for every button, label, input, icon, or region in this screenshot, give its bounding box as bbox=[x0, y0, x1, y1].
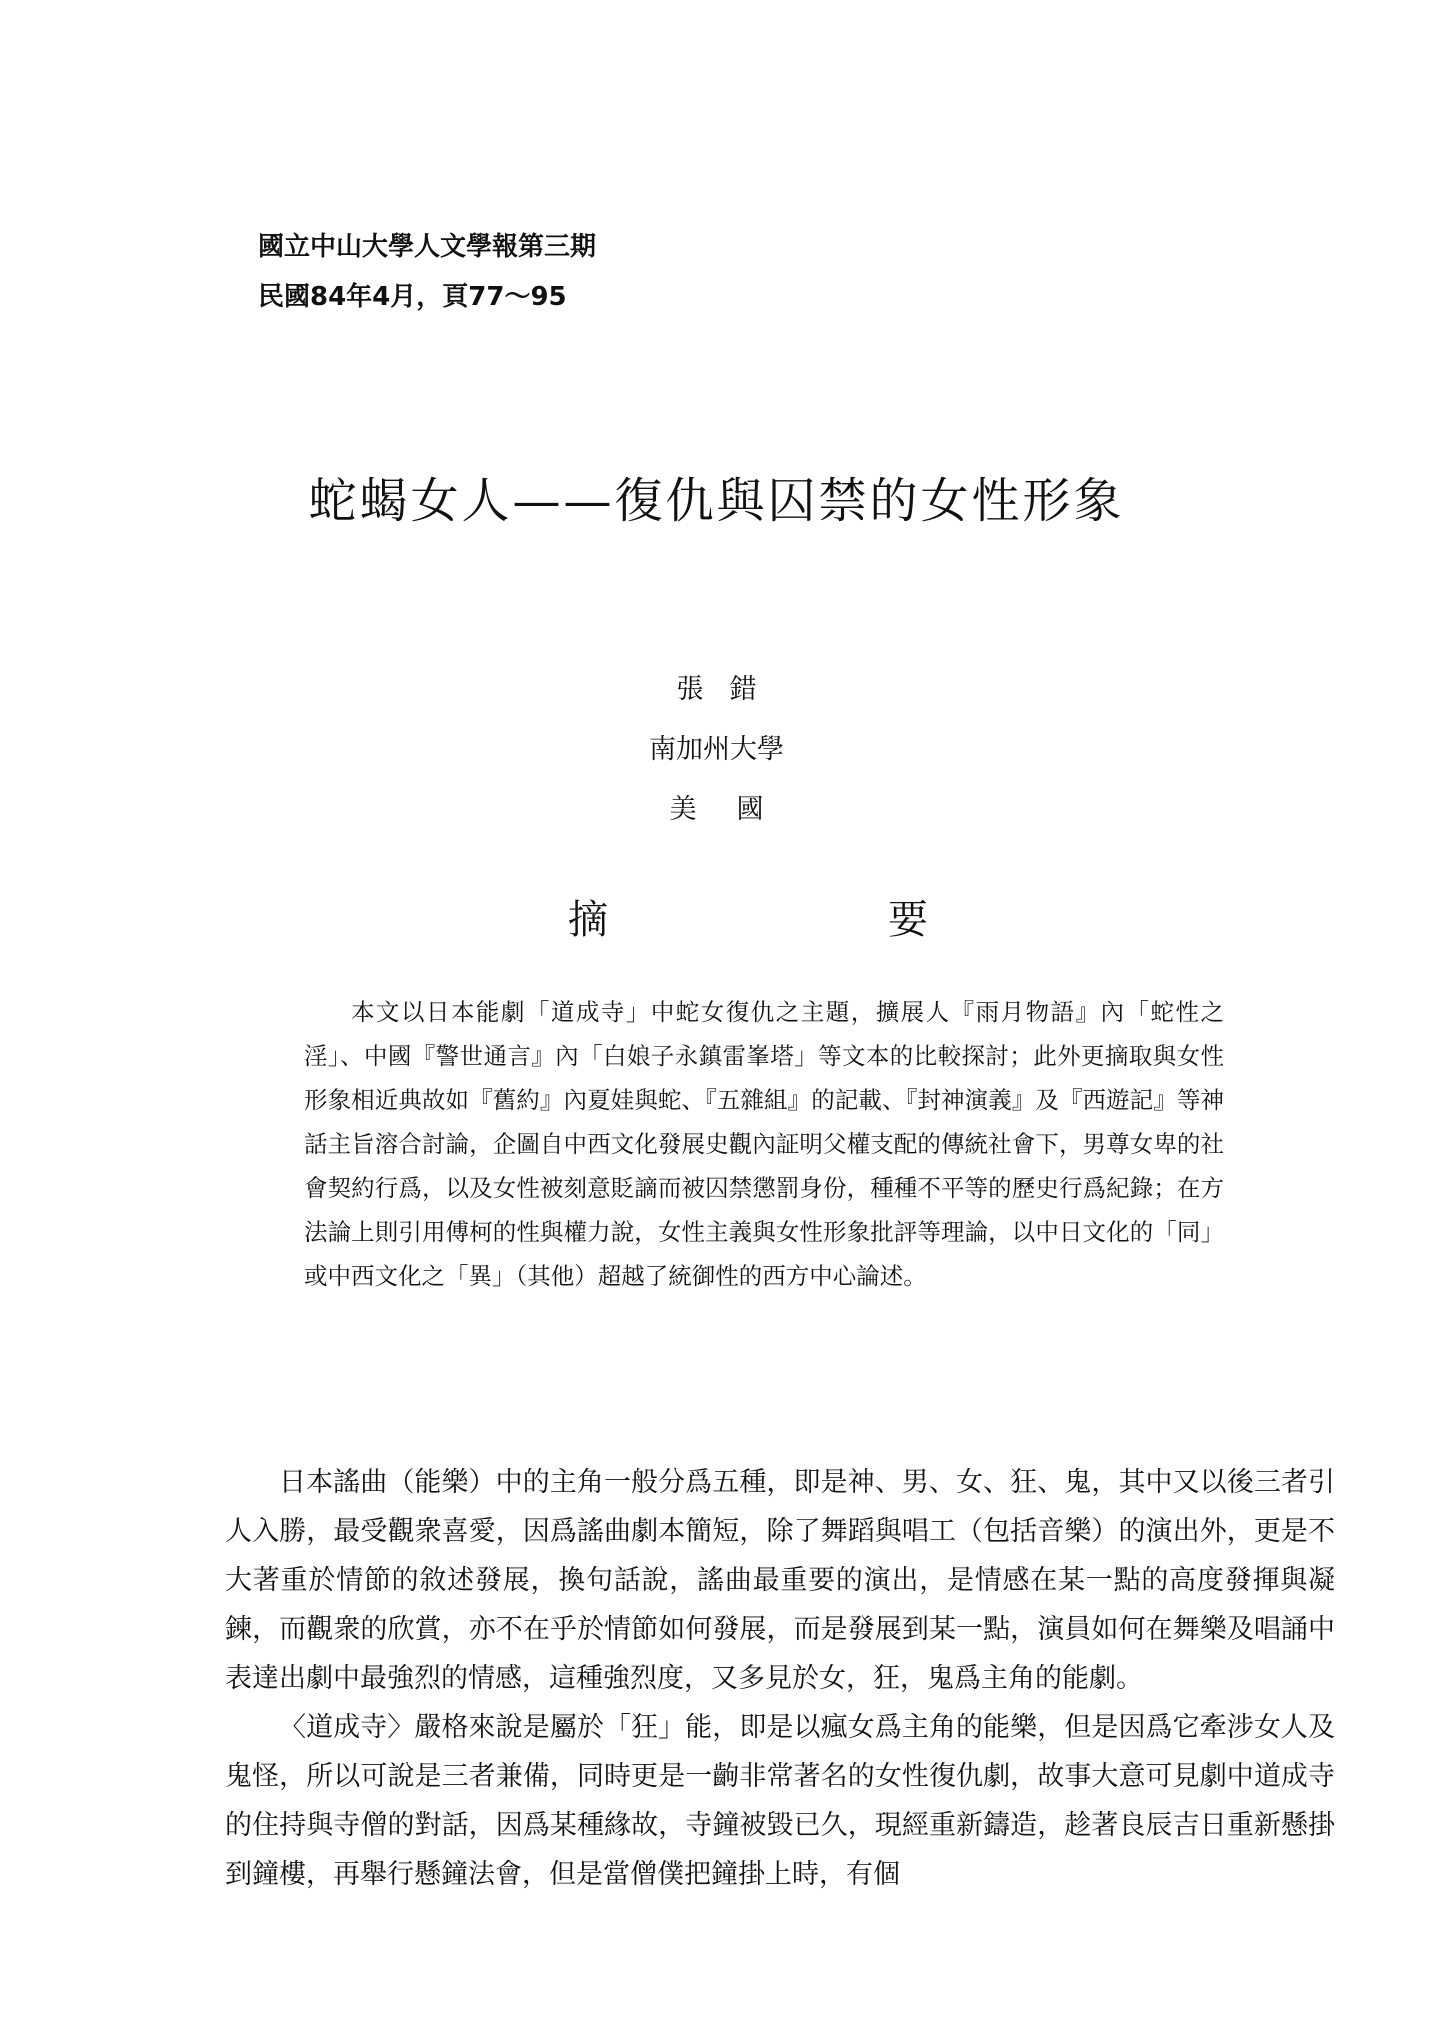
body-text bbox=[225, 1458, 1335, 1899]
journal-info bbox=[258, 222, 596, 322]
author-block bbox=[0, 660, 1433, 840]
abstract-heading-right: 要 bbox=[888, 897, 928, 943]
author-name: 張錯 bbox=[676, 674, 783, 705]
journal-date-pages: 民國84年4月，頁77～95 bbox=[258, 282, 567, 312]
author-affiliation: 南加州大學 bbox=[649, 734, 784, 765]
body-paragraph-2: 〈道成寺〉嚴格來說是屬於「狂」能，即是以瘋女爲主角的能樂，但是因爲它牽涉女人及鬼怪，所以可說是三者兼備，同時更是一齣非常著名的女性復仇劇，故事大意可見劇中道成寺的住持與寺僧的對話，因爲某種緣故，寺鐘被毀已久，現經重新鑄造，趁著良辰吉日重新懸掛到鐘樓，再舉行懸鐘法會，但是當僧僕把鐘掛上時，有個 bbox=[225, 1712, 1335, 1890]
abstract-text: 本文以日本能劇「道成寺」中蛇女復仇之主題，擴展人『雨月物語』內「蛇性之淫」、中國『警世通言』內「白娘子永鎮雷峯塔」等文本的比較探討；此外更摘取與女性形象相近典故如『舊約』內夏娃與蛇、『五雜組』的記載、『封神演義』及『西遊記』等神話主旨溶合討論，企圖自中西文化發展史觀內証明父權支配的傳統社會下，男尊女卑的社會契約行爲，以及女性被刻意貶謫而被囚禁懲罰身份，種種不平等的歷史行爲紀錄；在方法論上則引用傅柯的性與權力說，女性主義與女性形象批評等理論，以中日文化的「同」或中西文化之「異」（其他）超越了統御性的西方中心論述。 bbox=[304, 998, 1224, 1290]
paper-title: 蛇蝎女人——復仇與囚禁的女性形象 bbox=[308, 473, 1125, 529]
abstract-heading-left: 摘 bbox=[568, 897, 608, 943]
journal-issue: 國立中山大學人文學報第三期 bbox=[258, 232, 597, 262]
author-country: 美國 bbox=[669, 794, 804, 825]
body-paragraph-1: 日本謠曲（能樂）中的主角一般分爲五種，即是神、男、女、狂、鬼，其中又以後三者引人入勝，最受觀衆喜愛，因爲謠曲劇本簡短，除了舞蹈與唱工（包括音樂）的演出外，更是不大著重於情節的敘述發展，換句話說，謠曲最重要的演出，是情感在某一點的高度發揮與凝鍊，而觀衆的欣賞，亦不在乎於情節如何發展，而是發展到某一點，演員如何在舞樂及唱誦中表達出劇中最強烈的情感，這種強烈度，又多見於女，狂，鬼爲主角的能劇。 bbox=[225, 1467, 1335, 1694]
abstract-heading bbox=[568, 888, 928, 945]
